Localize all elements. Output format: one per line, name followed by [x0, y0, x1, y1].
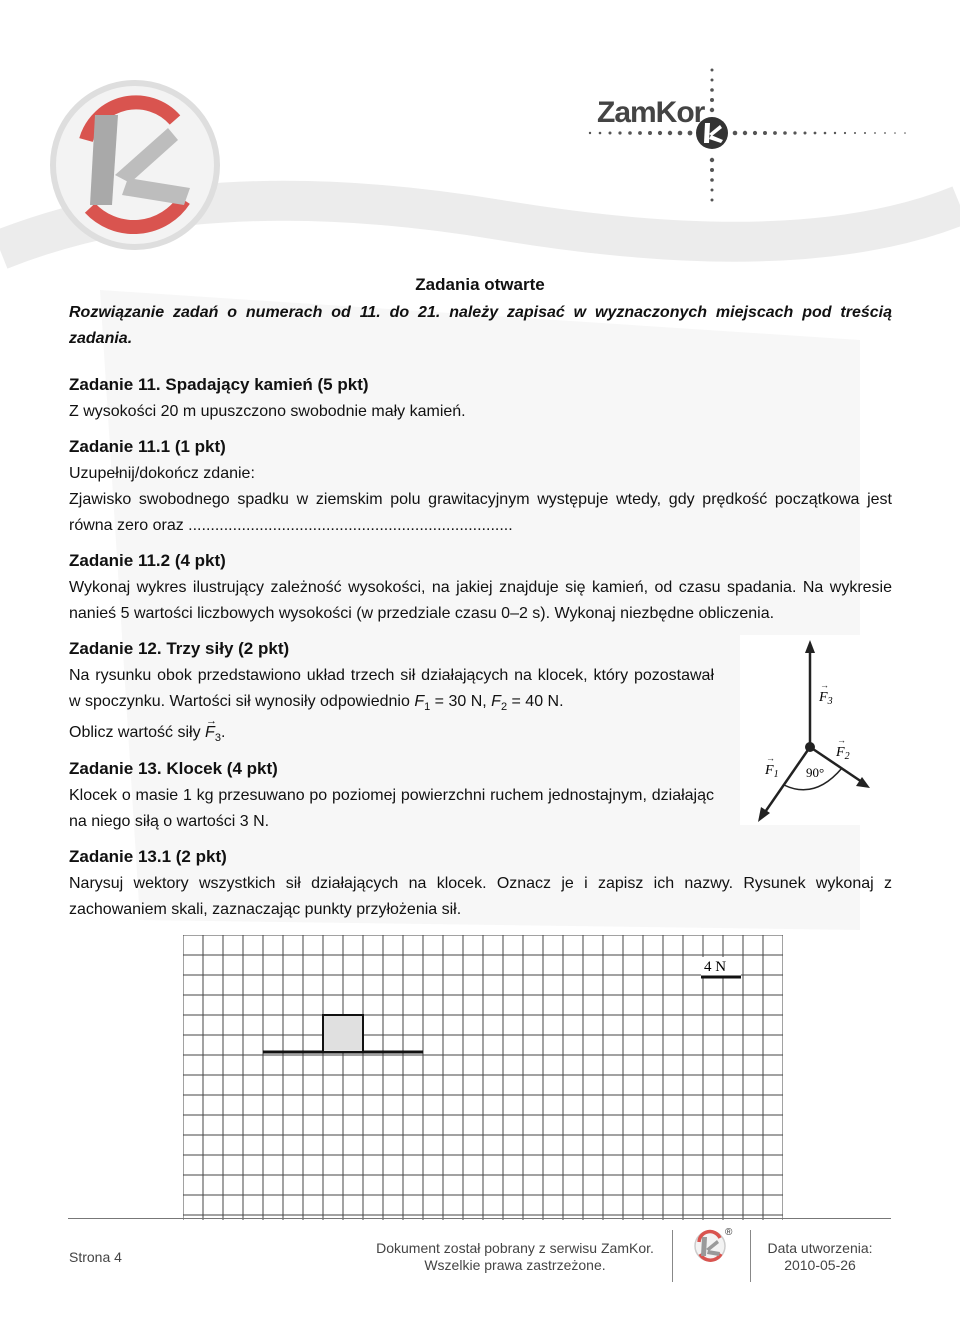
footer-divider [672, 1230, 673, 1282]
f1-symbol: $F_1$ [414, 693, 431, 713]
application-point [805, 742, 815, 752]
task-12-text: Na rysunku obok przedstawiono układ trzech sił działających na klocek, który pozostawał w spoczynku. Wartości sił wynosiły odpowiednio $F_1 = 30$ N, $F_2 = 40$ N. Oblicz wartość siły → $F_3$. [69, 663, 714, 751]
task-13-1-text: Narysuj wektory wszystkich sił działających na klocek. Oznacz je i zapisz ich nazwy. Rysunek wykonaj z zachowaniem skali, zaznaczając punkty przyłożenia sił. [69, 875, 892, 918]
task-12-text-a: Na rysunku obok przedstawiono układ trzech sił działających na klocek, który pozostawał w spoczynku. Wartości sił wynosiły odpowiednio [69, 667, 714, 710]
scale-label: 4 N [704, 959, 727, 975]
svg-text:→: → [766, 753, 775, 763]
registered-mark: ® [725, 1227, 733, 1238]
drawing-grid[interactable] [183, 935, 783, 1220]
task-11-1-instruction: Uzupełnij/dokończ zdanie: [69, 465, 255, 482]
task-12-heading: Zadanie 12. Trzy siły (2 pkt) [69, 639, 290, 658]
instructions: Rozwiązanie zadań o numerach od 11. do 21. należy zapisać w wyznaczonych miejscach pod treścią zadania. [69, 304, 892, 347]
creation-date: Data utworzenia: 2010-05-26 [767, 1240, 873, 1273]
f2-symbol: $F_2$ [491, 693, 508, 713]
f2-label: $F_2$ [836, 745, 850, 762]
task-11-heading: Zadanie 11. Spadający kamień (5 pkt) [69, 375, 369, 394]
task-11-text: Z wysokości 20 m upuszczono swobodnie mały kamień. [69, 403, 466, 420]
task-13-text: Klocek o masie 1 kg przesuwano po poziomej powierzchni ruchem jednostajnym, działając na niego siłą o wartości 3 N. [69, 787, 714, 830]
zamkor-circle-logo [53, 83, 217, 247]
f2-value: = 40 N. [507, 693, 564, 710]
angle-label: 90° [806, 765, 825, 780]
task-11-2-heading: Zadanie 11.2 (4 pkt) [69, 551, 226, 570]
svg-text:→: → [820, 680, 829, 690]
task-11-2-text: Wykonaj wykres ilustrujący zależność wysokości, na jakiej znajduje się kamień, od czasu spadania. Na wykresie nanieś 5 wartości liczbowych wysokości (w przedziale czasu 0–2 s). Wykonaj niezbędne obliczenia. [69, 579, 892, 622]
f1-label: $F_1$ [765, 763, 779, 780]
task-11-1-heading: Zadanie 11.1 (1 pkt) [69, 437, 226, 456]
task-11-1-text: Zjawisko swobodnego spadku w ziemskim polu grawitacyjnym występuje wtedy, gdy prędkość początkowa jest równa zero oraz ......................................................................... [69, 491, 892, 534]
task-13-heading: Zadanie 13. Klocek (4 pkt) [69, 759, 278, 778]
force-diagram [740, 635, 875, 825]
page-number: Strona 4 [69, 1249, 122, 1265]
f3-label: $F_3$ [819, 690, 833, 707]
task-12-text-b: Oblicz wartość siły [69, 724, 206, 741]
task-13-1-heading: Zadanie 13.1 (2 pkt) [69, 847, 227, 866]
footer-rule [68, 1218, 891, 1219]
dotted-ornament [589, 69, 906, 202]
footer-divider-2 [750, 1230, 751, 1282]
svg-text:→: → [837, 735, 846, 745]
section-title: Zadania otwarte [415, 275, 545, 294]
f1-value: = 30 N, [430, 693, 492, 710]
f3-vector-symbol: → F [205, 720, 215, 746]
brand-wordmark: ZamKor [597, 96, 705, 129]
copyright-notice: Dokument został pobrany z serwisu ZamKor. Wszelkie prawa zastrzeżone. [376, 1240, 654, 1273]
block [323, 1015, 363, 1052]
